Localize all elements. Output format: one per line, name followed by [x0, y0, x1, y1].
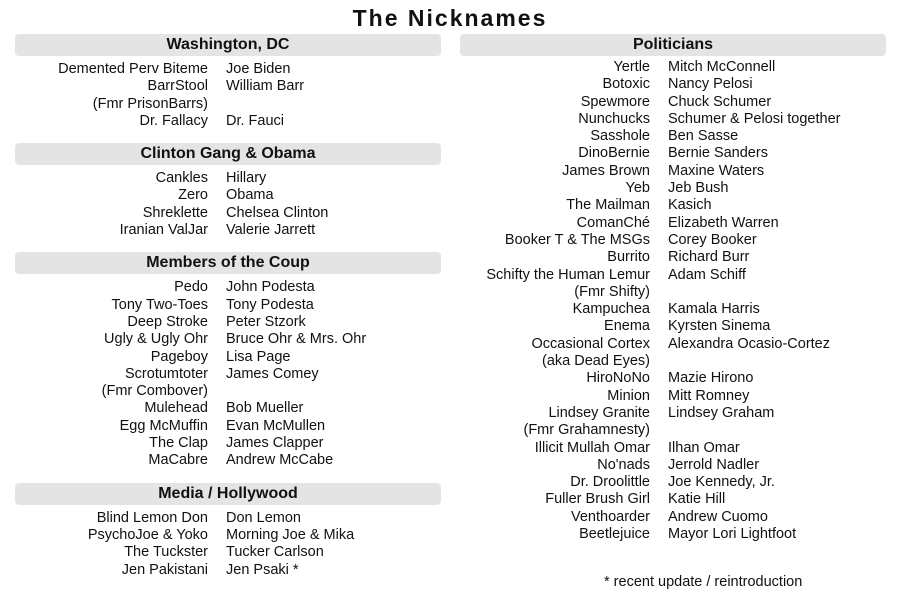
section-header: Washington, DC — [15, 34, 441, 56]
real-name: Chuck Schumer — [668, 93, 772, 110]
real-name — [208, 96, 226, 113]
real-name: Adam Schiff — [668, 266, 746, 283]
nickname: Pageboy — [150, 348, 208, 365]
nickname-row — [460, 440, 886, 457]
nickname-row — [15, 562, 441, 579]
nickname: DinoBernie — [578, 145, 650, 162]
nickname-row — [15, 314, 441, 331]
section-media-hollywood — [15, 483, 441, 579]
nickname-row — [460, 284, 886, 301]
real-name: Jeb Bush — [668, 180, 729, 197]
nickname: Pedo — [174, 279, 208, 296]
nickname: Deep Stroke — [127, 313, 208, 330]
nickname: Occasional Cortex — [531, 335, 650, 352]
real-name — [650, 353, 668, 370]
real-name: Andrew McCabe — [226, 452, 334, 469]
real-name: Valerie Jarrett — [226, 222, 316, 239]
real-name: Schumer & Pelosi together — [668, 110, 841, 127]
nickname-row — [15, 435, 441, 452]
nickname-row — [460, 267, 886, 284]
real-name: Jen Psaki * — [226, 561, 299, 578]
real-name: Richard Burr — [668, 249, 750, 266]
real-name: Bernie Sanders — [668, 145, 768, 162]
real-name: Nancy Pelosi — [668, 76, 753, 93]
real-name: Ben Sasse — [668, 128, 739, 145]
nickname: Demented Perv Biteme — [58, 61, 208, 77]
nickname-row — [460, 76, 886, 93]
nickname: Cankles — [155, 170, 208, 187]
nickname-row — [460, 509, 886, 526]
nickname: Venthoarder — [570, 508, 650, 525]
section-members-of-the-coup — [15, 252, 441, 469]
nickname-row — [15, 510, 441, 527]
nickname-row — [460, 249, 886, 266]
real-name: Mayor Lori Lightfoot — [668, 526, 797, 543]
nickname-row — [460, 232, 886, 249]
nickname: ComanChé — [576, 214, 650, 231]
nickname: Illicit Mullah Omar — [534, 439, 650, 456]
nickname: The Clap — [149, 435, 208, 452]
nickname-row — [460, 59, 886, 76]
nickname: Botoxic — [602, 76, 650, 93]
real-name — [650, 422, 668, 439]
nickname: Zero — [178, 187, 208, 204]
real-name: Joe Biden — [226, 61, 291, 77]
nickname: Minion — [607, 387, 650, 404]
nickname: Yeb — [625, 180, 650, 197]
nickname-row — [15, 96, 441, 113]
nickname-row — [15, 544, 441, 561]
nickname: HiroNoNo — [586, 370, 650, 387]
real-name: Elizabeth Warren — [668, 214, 779, 231]
real-name: Katie Hill — [668, 491, 726, 508]
nickname-row — [460, 111, 886, 128]
nickname: Scrotumtoter — [125, 365, 208, 382]
real-name: Evan McMullen — [226, 417, 326, 434]
real-name: Kyrsten Sinema — [668, 318, 771, 335]
nickname: Yertle — [613, 59, 650, 75]
real-name: James Clapper — [226, 435, 324, 452]
nickname: Sasshole — [590, 128, 650, 145]
nickname: Iranian ValJar — [119, 222, 208, 239]
nickname-row — [460, 145, 886, 162]
real-name: Jerrold Nadler — [668, 456, 760, 473]
nickname: Schifty the Human Lemur — [486, 266, 650, 283]
section-washington-dc — [15, 34, 441, 130]
nickname: (aka Dead Eyes) — [542, 353, 650, 370]
real-name: Don Lemon — [226, 509, 301, 526]
nickname-row — [460, 128, 886, 145]
nickname-row — [460, 336, 886, 353]
nickname: Spewmore — [580, 93, 650, 110]
nickname-row — [15, 331, 441, 348]
nickname-row — [15, 383, 441, 400]
nickname-row — [460, 526, 886, 543]
nickname-row — [15, 170, 441, 187]
real-name: Chelsea Clinton — [226, 204, 329, 221]
real-name: Bruce Ohr & Mrs. Ohr — [226, 331, 367, 348]
real-name: Mitt Romney — [668, 387, 750, 404]
section-politicians — [460, 34, 886, 543]
nickname-row — [15, 366, 441, 383]
nickname-row — [460, 180, 886, 197]
real-name: Lisa Page — [226, 348, 291, 365]
nickname-row — [460, 94, 886, 111]
page-title: The Nicknames — [352, 5, 548, 31]
nickname: Burrito — [607, 249, 650, 266]
nickname: BarrStool — [147, 78, 208, 95]
nickname: Tony Two-Toes — [111, 296, 208, 313]
nickname: (Fmr Combover) — [101, 383, 208, 400]
nickname: The Tuckster — [124, 544, 208, 561]
nickname: (Fmr PrisonBarrs) — [92, 95, 208, 112]
real-name: Mitch McConnell — [668, 59, 776, 75]
nickname-row — [15, 418, 441, 435]
real-name: Andrew Cuomo — [668, 508, 768, 525]
section-header: Clinton Gang & Obama — [15, 143, 441, 165]
nickname-row — [15, 527, 441, 544]
real-name: Morning Joe & Mika — [226, 526, 355, 543]
nickname: Enema — [604, 318, 650, 335]
nickname: Mulehead — [144, 400, 208, 417]
real-name: Bob Mueller — [226, 400, 304, 417]
real-name: Alexandra Ocasio-Cortez — [668, 335, 830, 352]
nickname-row — [460, 353, 886, 370]
nickname: PsychoJoe & Yoko — [87, 526, 208, 543]
nickname-row — [15, 78, 441, 95]
nickname-row — [460, 491, 886, 508]
nickname-row — [460, 215, 886, 232]
nickname-row — [460, 163, 886, 180]
real-name: Dr. Fauci — [226, 112, 285, 129]
section-header: Media / Hollywood — [15, 483, 441, 505]
real-name: Tony Podesta — [226, 296, 314, 313]
real-name: John Podesta — [226, 279, 315, 296]
real-name: Joe Kennedy, Jr. — [668, 474, 775, 491]
real-name: Maxine Waters — [668, 162, 765, 179]
nickname: (Fmr Grahamnesty) — [523, 422, 650, 439]
nickname-row — [15, 400, 441, 417]
nickname: Dr. Droolittle — [570, 474, 650, 491]
real-name: Mazie Hirono — [668, 370, 754, 387]
nickname-row — [460, 370, 886, 387]
nickname-row — [15, 452, 441, 469]
real-name: Tucker Carlson — [226, 544, 324, 561]
section-clinton-gang-obama — [15, 143, 441, 239]
left-column — [15, 34, 441, 579]
nickname-row — [460, 457, 886, 474]
right-column — [460, 34, 886, 543]
real-name: Ilhan Omar — [668, 439, 740, 456]
nickname: Booker T & The MSGs — [504, 231, 650, 248]
section-header: Politicians — [460, 34, 886, 56]
real-name: Obama — [226, 187, 274, 204]
nickname: Kampuchea — [572, 301, 650, 318]
nickname: Blind Lemon Don — [96, 509, 208, 526]
nickname: Nunchucks — [578, 110, 650, 127]
nickname-row — [15, 187, 441, 204]
real-name: Kamala Harris — [668, 301, 760, 318]
nickname-row — [460, 474, 886, 491]
nickname: The Mailman — [566, 197, 650, 214]
real-name: Peter Stzork — [226, 313, 306, 330]
nickname-row — [460, 422, 886, 439]
nickname-row — [15, 205, 441, 222]
nickname: Egg McMuffin — [119, 417, 208, 434]
nickname: Jen Pakistani — [121, 561, 208, 578]
nickname-row — [460, 388, 886, 405]
nickname: Dr. Fallacy — [139, 112, 208, 129]
section-header: Members of the Coup — [15, 252, 441, 274]
real-name: Corey Booker — [668, 231, 757, 248]
nickname-row — [460, 405, 886, 422]
nickname: Beetlejuice — [579, 526, 650, 543]
footnote: * recent update / reintroduction — [604, 574, 803, 590]
nickname-row — [15, 61, 441, 78]
nickname-row — [15, 113, 441, 130]
nickname-row — [460, 197, 886, 214]
real-name: Hillary — [226, 170, 267, 187]
nickname-row — [460, 318, 886, 335]
nickname-row — [15, 349, 441, 366]
nickname: (Fmr Shifty) — [574, 283, 650, 300]
nickname: James Brown — [562, 162, 650, 179]
real-name — [650, 284, 668, 301]
real-name: Lindsey Graham — [668, 404, 775, 421]
nickname: Ugly & Ugly Ohr — [104, 331, 208, 348]
nickname-row — [15, 279, 441, 296]
nickname-row — [15, 297, 441, 314]
real-name: James Comey — [226, 365, 319, 382]
nickname: MaCabre — [148, 452, 208, 469]
real-name — [208, 383, 226, 400]
nickname: Fuller Brush Girl — [545, 491, 650, 508]
nickname: No'nads — [597, 456, 650, 473]
real-name: William Barr — [226, 78, 305, 95]
nickname-row — [15, 222, 441, 239]
nickname: Shreklette — [142, 204, 208, 221]
real-name: Kasich — [668, 197, 712, 214]
nickname: Lindsey Granite — [548, 404, 650, 421]
nickname-row — [460, 301, 886, 318]
